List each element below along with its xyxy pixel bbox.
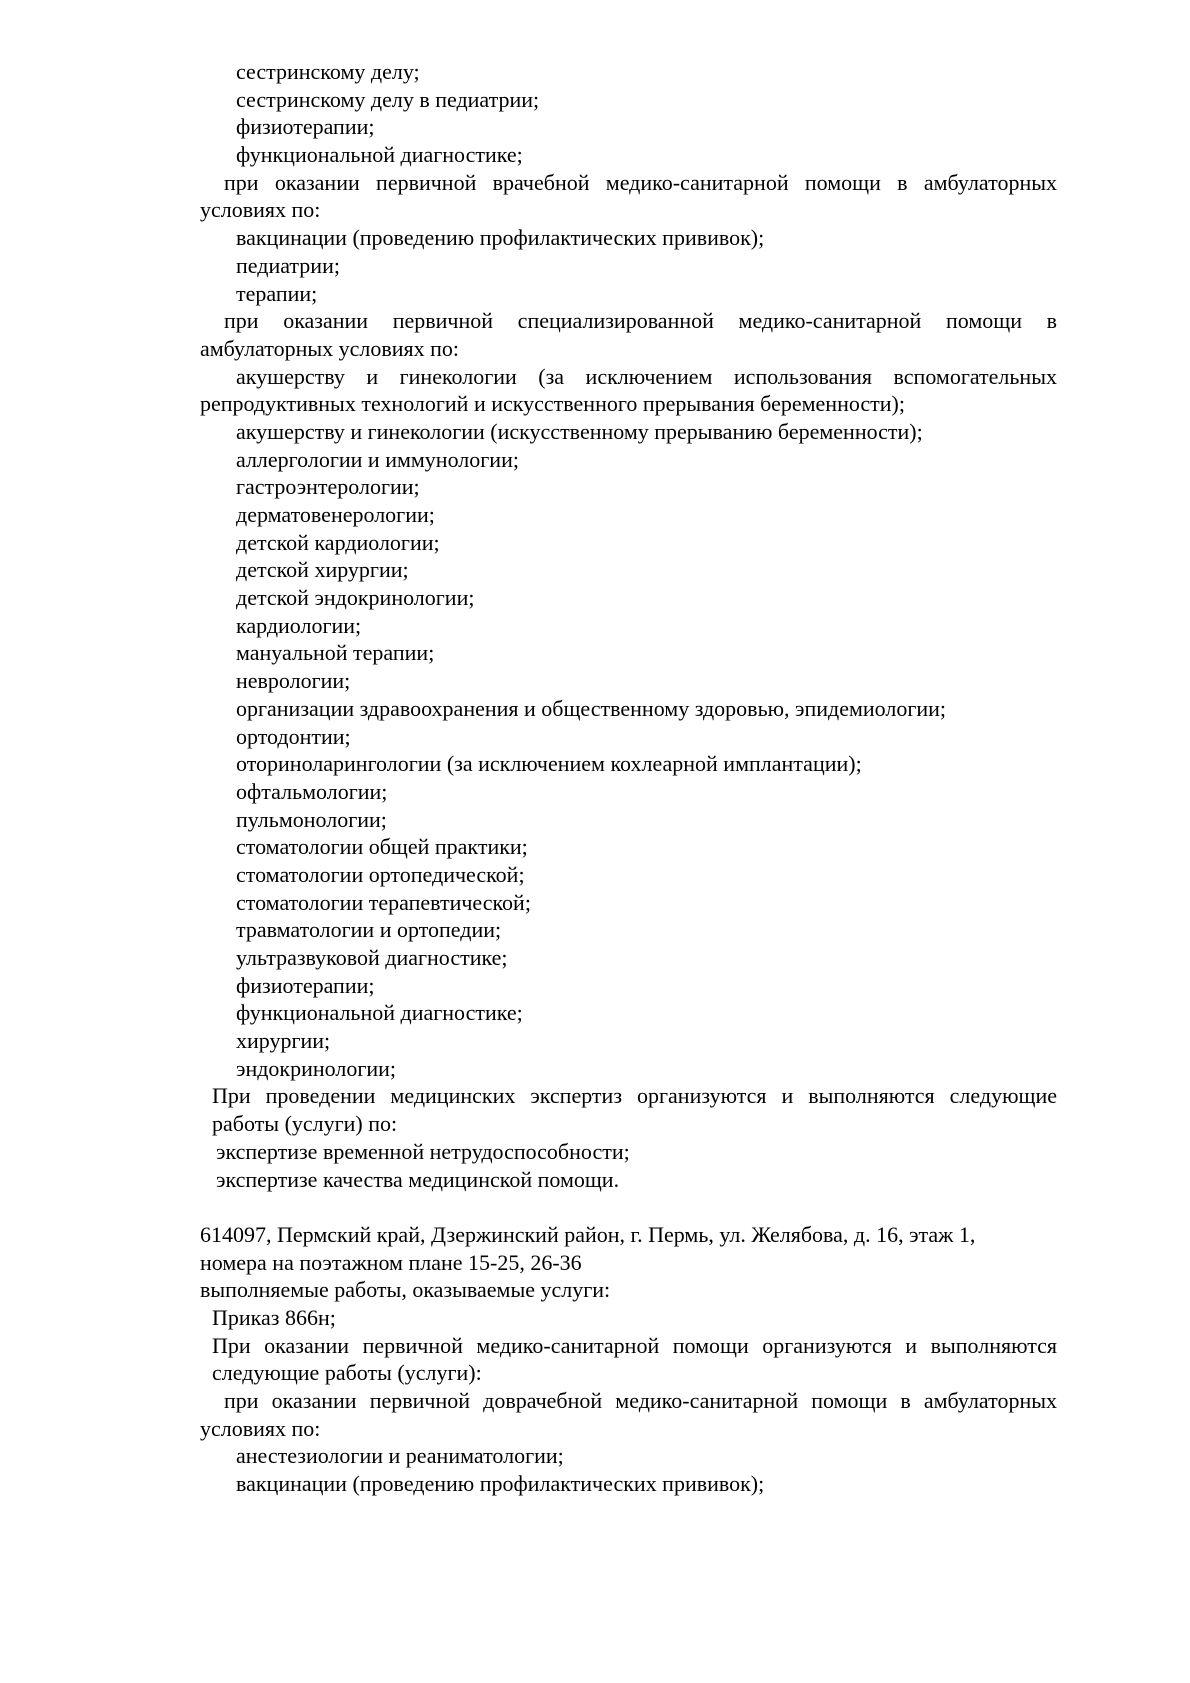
document-line: физиотерапии; — [236, 972, 375, 998]
document-line: репродуктивных технологий и искусственного прерывания беременности); — [200, 391, 905, 417]
document-line: акушерству и гинекологии (за исключением использования вспомогательных — [236, 363, 1057, 389]
document-text-block — [200, 58, 1057, 1498]
document-line: сестринскому делу в педиатрии; — [236, 86, 540, 112]
document-line: акушерству и гинекологии (искусственному прерыванию беременности); — [236, 418, 923, 444]
document-line: условиях по: — [200, 1415, 321, 1441]
document-line: амбулаторных условиях по: — [200, 335, 460, 361]
document-line: оториноларингологии (за исключением кохлеарной имплантации); — [236, 751, 862, 777]
document-line: хирургии; — [236, 1028, 331, 1054]
document-line: вакцинации (проведению профилактических прививок); — [236, 1471, 765, 1497]
document-line: организации здравоохранения и общественному здоровью, эпидемиологии; — [236, 695, 947, 721]
document-line: анестезиологии и реаниматологии; — [236, 1443, 564, 1469]
document-line: при оказании первичной специализированной медико-санитарной помощи в — [224, 308, 1057, 334]
document-line: педиатрии; — [236, 252, 340, 278]
document-line: 614097, Пермский край, Дзержинский район, г. Пермь, ул. Желябова, д. 16, этаж 1, — [200, 1221, 976, 1247]
document-line: офтальмологии; — [236, 778, 388, 804]
document-line: при оказании первичной доврачебной медико-санитарной помощи в амбулаторных — [224, 1388, 1057, 1413]
document-line: условиях по: — [200, 197, 321, 223]
document-line: номера на поэтажном плане 15-25, 26-36 — [200, 1249, 582, 1275]
blank-line — [200, 1193, 1057, 1221]
document-line: терапии; — [236, 280, 318, 306]
document-line: выполняемые работы, оказываемые услуги: — [200, 1277, 611, 1303]
document-line: экспертизе качества медицинской помощи. — [216, 1166, 620, 1192]
document-line: травматологии и ортопедии; — [236, 917, 502, 943]
document-line: функциональной диагностике; — [236, 1000, 523, 1026]
document-line: при оказании первичной врачебной медико-санитарной помощи в амбулаторных — [224, 169, 1057, 195]
document-line: гастроэнтерологии; — [236, 474, 420, 500]
document-line: следующие работы (услуги): — [212, 1360, 482, 1386]
document-line: функциональной диагностике; — [236, 142, 523, 168]
document-line: детской кардиологии; — [236, 529, 440, 555]
document-line: мануальной терапии; — [236, 640, 435, 666]
document-line: сестринскому делу; — [236, 59, 420, 84]
document-line: экспертизе временной нетрудоспособности; — [216, 1138, 630, 1164]
document-line: пульмонологии; — [236, 806, 387, 832]
document-line: стоматологии ортопедической; — [236, 861, 525, 887]
document-line: При оказании первичной медико-санитарной помощи организуются и выполняются — [212, 1332, 1057, 1358]
document-line: ультразвуковой диагностике; — [236, 945, 508, 970]
document-line: работы (услуги) по: — [212, 1111, 398, 1137]
document-line: эндокринологии; — [236, 1055, 397, 1081]
document-line: аллергологии и иммунологии; — [236, 446, 519, 472]
document-line: Приказ 866н; — [212, 1304, 336, 1330]
document-line: детской хирургии; — [236, 557, 409, 583]
document-line: физиотерапии; — [236, 114, 375, 140]
document-line: неврологии; — [236, 668, 351, 694]
document-line: детской эндокринологии; — [236, 585, 475, 611]
document-line: При проведении медицинских экспертиз организуются и выполняются следующие — [212, 1083, 1057, 1109]
document-line: стоматологии общей практики; — [236, 834, 528, 860]
document-line: кардиологии; — [236, 612, 362, 638]
document-line: дерматовенерологии; — [236, 502, 435, 527]
document-line: вакцинации (проведению профилактических прививок); — [236, 225, 765, 251]
document-line: стоматологии терапевтической; — [236, 889, 531, 915]
document-line: ортодонтии; — [236, 723, 351, 749]
